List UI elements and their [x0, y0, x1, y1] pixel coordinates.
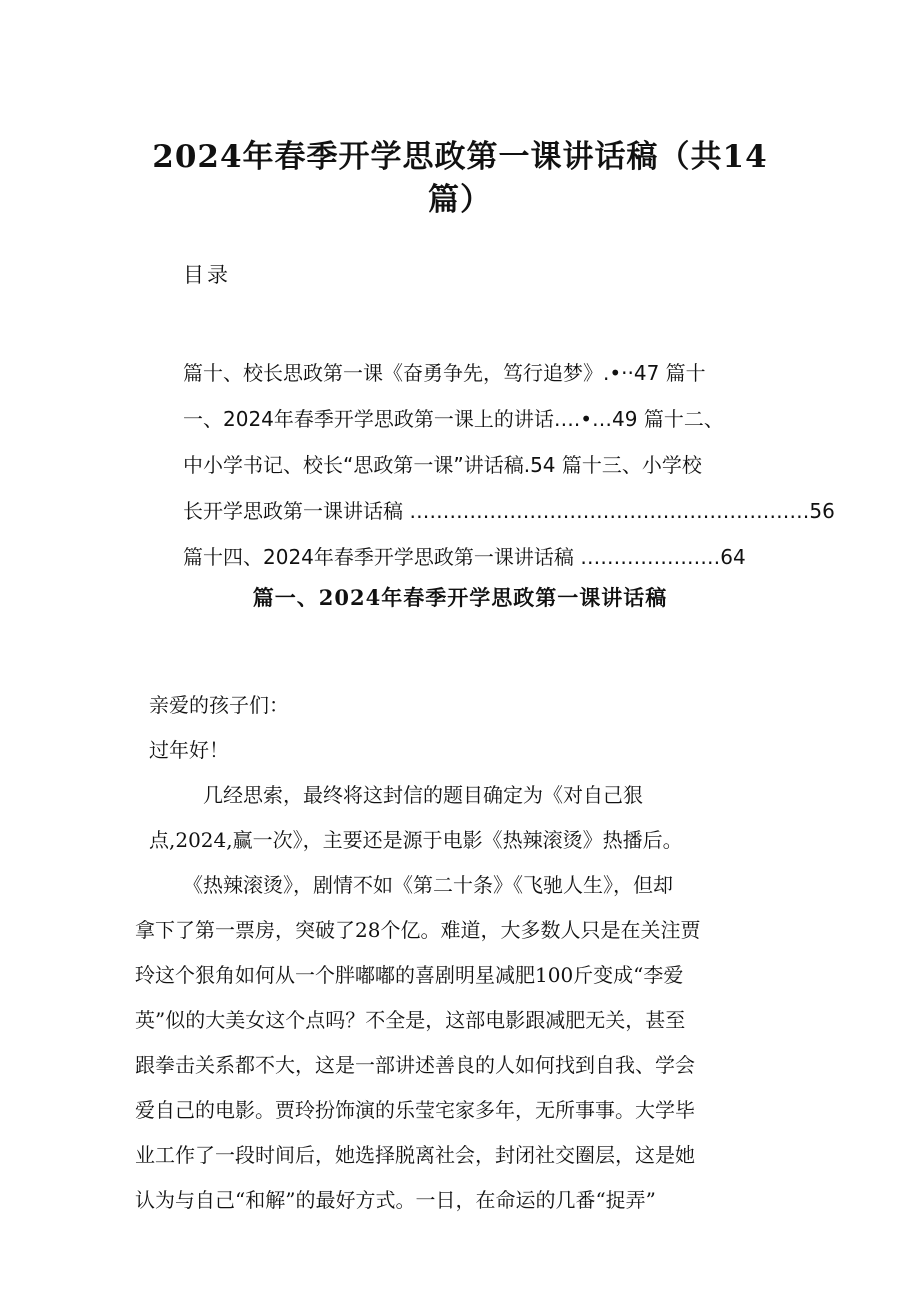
- toc-line: 长开学思政第一课讲话稿 ……………………………………………………56: [183, 499, 835, 523]
- paragraph-2-line: 《热辣滚烫》，剧情不如《第二十条》《飞驰人生》，但却: [183, 873, 673, 897]
- paragraph-2-line: 玲这个狠角如何从一个胖嘟嘟的喜剧明星减肥100斤变成“李爱: [135, 963, 684, 987]
- paragraph-2-line: 拿下了第一票房，突破了28个亿。难道，大多数人只是在关注贾: [135, 918, 701, 942]
- table-of-contents: [183, 350, 835, 580]
- toc-heading: 目录: [183, 263, 231, 287]
- greeting: 亲爱的孩子们：: [149, 693, 289, 717]
- document-title-line-2: 篇）: [428, 182, 492, 218]
- toc-line: 一、2024年春季开学思政第一课上的讲话….•…49 篇十二、: [183, 407, 724, 431]
- toc-line: 篇十四、2024年春季开学思政第一课讲话稿 …………………64: [183, 545, 746, 569]
- paragraph-1-line-2: 点,2024,赢一次》，主要还是源于电影《热辣滚烫》热播后。: [149, 828, 683, 852]
- document-title: [130, 136, 790, 222]
- paragraph-2-line: 英”似的大美女这个点吗？不全是，这部电影跟减肥无关，甚至: [135, 1008, 686, 1032]
- paragraph-2-line: 跟拳击关系都不大，这是一部讲述善良的人如何找到自我、学会: [135, 1053, 695, 1077]
- document-title-line-1: 2024年春季开学思政第一课讲话稿（共14: [152, 139, 768, 175]
- paragraph-1-line-1: 几经思索，最终将这封信的题目确定为《对自己狠: [203, 783, 643, 807]
- paragraph-2-line: 认为与自己“和解”的最好方式。一日，在命运的几番“捉弄”: [135, 1188, 656, 1212]
- toc-line: 篇十、校长思政第一课《奋勇争先，笃行追梦》.•··47 篇十: [183, 361, 706, 385]
- letter-body: [135, 683, 795, 1223]
- salutation: 过年好！: [149, 738, 229, 762]
- section-title: 篇一、2024年春季开学思政第一课讲话稿: [252, 585, 668, 610]
- paragraph-2-line: 爱自己的电影。贾玲扮饰演的乐莹宅家多年，无所事事。大学毕: [135, 1098, 695, 1122]
- toc-line: 中小学书记、校长“思政第一课”讲话稿.54 篇十三、小学校: [183, 453, 702, 477]
- paragraph-2-line: 业工作了一段时间后，她选择脱离社会，封闭社交圈层，这是她: [135, 1143, 695, 1167]
